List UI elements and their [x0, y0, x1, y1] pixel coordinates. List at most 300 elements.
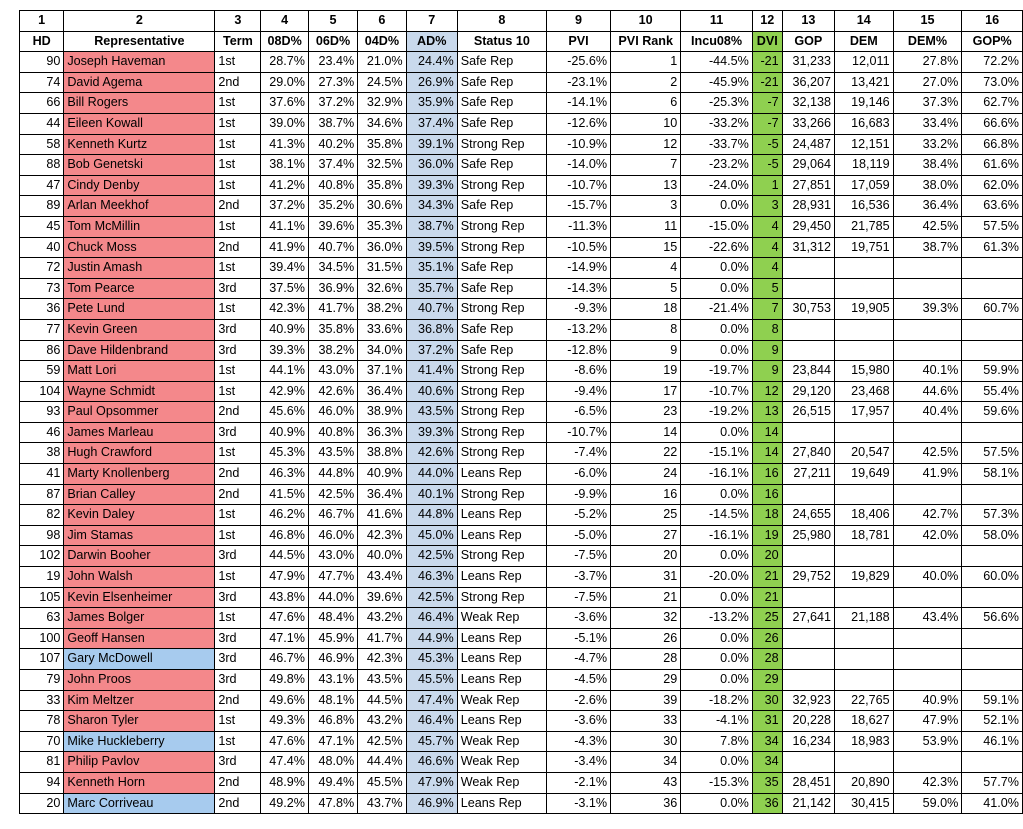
cell-status: Strong Rep — [457, 587, 546, 608]
cell-representative: Kenneth Horn — [64, 772, 215, 793]
cell-pvi-rank: 30 — [611, 731, 681, 752]
cell-gop-pct — [962, 649, 1023, 670]
cell-status: Strong Rep — [457, 546, 546, 567]
cell-dvi: -7 — [752, 93, 782, 114]
cell-dvi: 18 — [752, 505, 782, 526]
cell-dvi: -5 — [752, 134, 782, 155]
cell-gop-pct: 66.8% — [962, 134, 1023, 155]
cell-dem: 18,781 — [834, 525, 893, 546]
cell-06d: 42.6% — [308, 381, 357, 402]
cell-ad: 26.9% — [406, 72, 457, 93]
cell-term: 1st — [215, 731, 261, 752]
cell-06d: 47.7% — [308, 567, 357, 588]
cell-dem-pct — [893, 752, 962, 773]
cell-04d: 36.0% — [358, 237, 406, 258]
cell-representative: Kevin Green — [64, 319, 215, 340]
cell-gop — [782, 422, 834, 443]
cell-08d: 42.9% — [261, 381, 309, 402]
cell-dvi: 3 — [752, 196, 782, 217]
cell-term: 1st — [215, 711, 261, 732]
cell-06d: 37.2% — [308, 93, 357, 114]
cell-hd: 74 — [20, 72, 64, 93]
cell-gop: 27,851 — [782, 175, 834, 196]
cell-status: Strong Rep — [457, 422, 546, 443]
table-row — [20, 772, 1023, 793]
cell-status: Safe Rep — [457, 196, 546, 217]
cell-04d: 42.3% — [358, 525, 406, 546]
cell-gop: 25,980 — [782, 525, 834, 546]
cell-dem: 18,983 — [834, 731, 893, 752]
table-row — [20, 175, 1023, 196]
cell-incu08: -20.0% — [681, 567, 753, 588]
cell-term: 3rd — [215, 278, 261, 299]
cell-gop-pct — [962, 484, 1023, 505]
cell-incu08: -23.2% — [681, 155, 753, 176]
cell-04d: 31.5% — [358, 258, 406, 279]
cell-08d: 44.1% — [261, 361, 309, 382]
cell-term: 1st — [215, 608, 261, 629]
cell-dem-pct: 40.0% — [893, 567, 962, 588]
cell-term: 1st — [215, 93, 261, 114]
header-gop: GOP — [782, 31, 834, 52]
cell-06d: 40.2% — [308, 134, 357, 155]
cell-representative: Tom McMillin — [64, 216, 215, 237]
cell-08d: 43.8% — [261, 587, 309, 608]
column-index: 3 — [215, 11, 261, 32]
cell-hd: 47 — [20, 175, 64, 196]
cell-dem-pct — [893, 258, 962, 279]
cell-06d: 35.2% — [308, 196, 357, 217]
cell-gop — [782, 258, 834, 279]
cell-hd: 94 — [20, 772, 64, 793]
cell-ad: 45.3% — [406, 649, 457, 670]
cell-04d: 38.8% — [358, 443, 406, 464]
cell-pvi: -15.7% — [546, 196, 610, 217]
cell-ad: 39.1% — [406, 134, 457, 155]
cell-04d: 40.9% — [358, 464, 406, 485]
cell-dem-pct: 44.6% — [893, 381, 962, 402]
cell-06d: 43.0% — [308, 546, 357, 567]
cell-gop-pct: 62.7% — [962, 93, 1023, 114]
cell-pvi-rank: 29 — [611, 670, 681, 691]
cell-06d: 46.9% — [308, 649, 357, 670]
cell-pvi: -14.1% — [546, 93, 610, 114]
cell-pvi-rank: 20 — [611, 546, 681, 567]
cell-pvi: -7.4% — [546, 443, 610, 464]
cell-term: 2nd — [215, 196, 261, 217]
cell-ad: 40.1% — [406, 484, 457, 505]
cell-08d: 41.2% — [261, 175, 309, 196]
cell-hd: 40 — [20, 237, 64, 258]
cell-pvi: -6.5% — [546, 402, 610, 423]
table-row — [20, 670, 1023, 691]
column-index: 11 — [681, 11, 753, 32]
cell-status: Safe Rep — [457, 340, 546, 361]
cell-gop-pct: 58.0% — [962, 525, 1023, 546]
cell-pvi: -6.0% — [546, 464, 610, 485]
cell-hd: 81 — [20, 752, 64, 773]
cell-04d: 35.8% — [358, 175, 406, 196]
table-row — [20, 237, 1023, 258]
cell-08d: 47.6% — [261, 731, 309, 752]
cell-06d: 44.8% — [308, 464, 357, 485]
cell-dem-pct: 42.0% — [893, 525, 962, 546]
column-index: 10 — [611, 11, 681, 32]
cell-pvi-rank: 12 — [611, 134, 681, 155]
cell-04d: 43.2% — [358, 711, 406, 732]
table-row — [20, 72, 1023, 93]
cell-term: 3rd — [215, 670, 261, 691]
cell-pvi-rank: 7 — [611, 155, 681, 176]
cell-gop — [782, 319, 834, 340]
cell-dvi: 16 — [752, 484, 782, 505]
table-row — [20, 113, 1023, 134]
cell-pvi-rank: 17 — [611, 381, 681, 402]
cell-representative: Jim Stamas — [64, 525, 215, 546]
cell-term: 2nd — [215, 464, 261, 485]
cell-dem: 15,980 — [834, 361, 893, 382]
cell-04d: 41.6% — [358, 505, 406, 526]
cell-gop — [782, 278, 834, 299]
cell-status: Strong Rep — [457, 381, 546, 402]
cell-08d: 39.3% — [261, 340, 309, 361]
cell-ad: 36.0% — [406, 155, 457, 176]
cell-hd: 82 — [20, 505, 64, 526]
cell-04d: 40.0% — [358, 546, 406, 567]
cell-dvi: 9 — [752, 340, 782, 361]
cell-status: Strong Rep — [457, 299, 546, 320]
cell-dem: 13,421 — [834, 72, 893, 93]
table-row — [20, 196, 1023, 217]
cell-term: 1st — [215, 52, 261, 73]
cell-dvi: 19 — [752, 525, 782, 546]
table-row — [20, 258, 1023, 279]
cell-ad: 45.0% — [406, 525, 457, 546]
cell-gop — [782, 628, 834, 649]
cell-pvi-rank: 22 — [611, 443, 681, 464]
cell-04d: 30.6% — [358, 196, 406, 217]
cell-dem — [834, 340, 893, 361]
cell-pvi-rank: 31 — [611, 567, 681, 588]
cell-status: Weak Rep — [457, 731, 546, 752]
cell-ad: 44.8% — [406, 505, 457, 526]
cell-pvi: -10.7% — [546, 175, 610, 196]
cell-incu08: -13.2% — [681, 608, 753, 629]
cell-gop-pct — [962, 752, 1023, 773]
cell-04d: 34.0% — [358, 340, 406, 361]
cell-term: 3rd — [215, 340, 261, 361]
cell-representative: Kenneth Kurtz — [64, 134, 215, 155]
cell-ad: 24.4% — [406, 52, 457, 73]
cell-dem-pct — [893, 319, 962, 340]
cell-dvi: 4 — [752, 258, 782, 279]
cell-06d: 40.8% — [308, 175, 357, 196]
cell-representative: Mike Huckleberry — [64, 731, 215, 752]
cell-status: Weak Rep — [457, 608, 546, 629]
cell-ad: 42.5% — [406, 587, 457, 608]
cell-pvi: -7.5% — [546, 587, 610, 608]
cell-status: Strong Rep — [457, 361, 546, 382]
cell-term: 3rd — [215, 752, 261, 773]
cell-08d: 28.7% — [261, 52, 309, 73]
district-table — [19, 10, 1023, 814]
cell-04d: 39.6% — [358, 587, 406, 608]
cell-dvi: 26 — [752, 628, 782, 649]
cell-04d: 41.7% — [358, 628, 406, 649]
cell-representative: Arlan Meekhof — [64, 196, 215, 217]
cell-dem-pct: 42.5% — [893, 216, 962, 237]
cell-ad: 45.5% — [406, 670, 457, 691]
cell-pvi: -12.6% — [546, 113, 610, 134]
cell-dem-pct: 41.9% — [893, 464, 962, 485]
table-row — [20, 484, 1023, 505]
cell-incu08: 0.0% — [681, 587, 753, 608]
cell-gop: 31,312 — [782, 237, 834, 258]
cell-hd: 19 — [20, 567, 64, 588]
cell-dvi: 34 — [752, 731, 782, 752]
column-index: 14 — [834, 11, 893, 32]
cell-dem: 19,905 — [834, 299, 893, 320]
cell-04d: 36.3% — [358, 422, 406, 443]
cell-incu08: -22.6% — [681, 237, 753, 258]
cell-incu08: -21.4% — [681, 299, 753, 320]
cell-status: Safe Rep — [457, 278, 546, 299]
column-index: 4 — [261, 11, 309, 32]
cell-04d: 37.1% — [358, 361, 406, 382]
column-index: 16 — [962, 11, 1023, 32]
cell-gop-pct: 63.6% — [962, 196, 1023, 217]
cell-dvi: 21 — [752, 567, 782, 588]
cell-dem-pct: 43.4% — [893, 608, 962, 629]
cell-04d: 36.4% — [358, 381, 406, 402]
cell-08d: 46.3% — [261, 464, 309, 485]
cell-gop-pct: 57.7% — [962, 772, 1023, 793]
cell-gop: 16,234 — [782, 731, 834, 752]
cell-pvi: -8.6% — [546, 361, 610, 382]
cell-gop: 33,266 — [782, 113, 834, 134]
cell-term: 2nd — [215, 237, 261, 258]
cell-dem-pct — [893, 649, 962, 670]
cell-gop: 31,233 — [782, 52, 834, 73]
cell-term: 2nd — [215, 402, 261, 423]
cell-pvi: -23.1% — [546, 72, 610, 93]
cell-term: 3rd — [215, 587, 261, 608]
cell-ad: 44.0% — [406, 464, 457, 485]
cell-dvi: 29 — [752, 670, 782, 691]
cell-incu08: -45.9% — [681, 72, 753, 93]
cell-status: Leans Rep — [457, 464, 546, 485]
cell-dem — [834, 484, 893, 505]
cell-06d: 40.8% — [308, 422, 357, 443]
cell-hd: 102 — [20, 546, 64, 567]
cell-pvi-rank: 36 — [611, 793, 681, 814]
cell-04d: 35.3% — [358, 216, 406, 237]
cell-term: 2nd — [215, 72, 261, 93]
cell-gop — [782, 340, 834, 361]
cell-pvi: -5.2% — [546, 505, 610, 526]
cell-06d: 34.5% — [308, 258, 357, 279]
table-row — [20, 340, 1023, 361]
cell-representative: Pete Lund — [64, 299, 215, 320]
cell-04d: 42.5% — [358, 731, 406, 752]
cell-dem-pct: 38.0% — [893, 175, 962, 196]
cell-incu08: 7.8% — [681, 731, 753, 752]
cell-06d: 46.8% — [308, 711, 357, 732]
cell-dem-pct: 38.4% — [893, 155, 962, 176]
cell-pvi: -4.5% — [546, 670, 610, 691]
cell-08d: 44.5% — [261, 546, 309, 567]
table-row — [20, 649, 1023, 670]
cell-dem — [834, 670, 893, 691]
cell-dem-pct — [893, 484, 962, 505]
cell-08d: 39.4% — [261, 258, 309, 279]
cell-08d: 41.5% — [261, 484, 309, 505]
cell-hd: 41 — [20, 464, 64, 485]
cell-08d: 37.2% — [261, 196, 309, 217]
cell-ad: 46.4% — [406, 711, 457, 732]
cell-ad: 47.4% — [406, 690, 457, 711]
cell-gop: 29,064 — [782, 155, 834, 176]
cell-hd: 90 — [20, 52, 64, 73]
cell-hd: 38 — [20, 443, 64, 464]
cell-pvi-rank: 10 — [611, 113, 681, 134]
cell-incu08: -16.1% — [681, 464, 753, 485]
cell-dem: 19,829 — [834, 567, 893, 588]
cell-pvi: -4.7% — [546, 649, 610, 670]
cell-ad: 35.9% — [406, 93, 457, 114]
column-index: 15 — [893, 11, 962, 32]
table-row — [20, 711, 1023, 732]
cell-representative: Dave Hildenbrand — [64, 340, 215, 361]
cell-dem-pct — [893, 422, 962, 443]
cell-dem-pct: 40.1% — [893, 361, 962, 382]
cell-incu08: 0.0% — [681, 484, 753, 505]
cell-gop-pct — [962, 258, 1023, 279]
cell-dvi: 7 — [752, 299, 782, 320]
cell-incu08: 0.0% — [681, 793, 753, 814]
cell-gop-pct: 57.3% — [962, 505, 1023, 526]
cell-04d: 34.6% — [358, 113, 406, 134]
cell-06d: 41.7% — [308, 299, 357, 320]
cell-gop-pct: 56.6% — [962, 608, 1023, 629]
cell-06d: 27.3% — [308, 72, 357, 93]
cell-dem — [834, 752, 893, 773]
cell-gop: 36,207 — [782, 72, 834, 93]
cell-term: 3rd — [215, 628, 261, 649]
cell-ad: 46.3% — [406, 567, 457, 588]
cell-06d: 37.4% — [308, 155, 357, 176]
cell-08d: 37.5% — [261, 278, 309, 299]
cell-gop: 24,655 — [782, 505, 834, 526]
cell-representative: James Bolger — [64, 608, 215, 629]
cell-dem: 23,468 — [834, 381, 893, 402]
table-row — [20, 567, 1023, 588]
cell-04d: 32.9% — [358, 93, 406, 114]
cell-term: 2nd — [215, 690, 261, 711]
cell-pvi: -9.4% — [546, 381, 610, 402]
cell-ad: 46.6% — [406, 752, 457, 773]
cell-gop-pct: 59.9% — [962, 361, 1023, 382]
cell-pvi-rank: 16 — [611, 484, 681, 505]
header-04d: 04D% — [358, 31, 406, 52]
cell-incu08: -16.1% — [681, 525, 753, 546]
cell-ad: 39.3% — [406, 422, 457, 443]
cell-term: 1st — [215, 134, 261, 155]
cell-pvi: -10.9% — [546, 134, 610, 155]
cell-dvi: 12 — [752, 381, 782, 402]
cell-representative: John Proos — [64, 670, 215, 691]
table-row — [20, 299, 1023, 320]
cell-dvi: 1 — [752, 175, 782, 196]
cell-status: Weak Rep — [457, 690, 546, 711]
cell-incu08: 0.0% — [681, 628, 753, 649]
cell-status: Safe Rep — [457, 319, 546, 340]
cell-term: 1st — [215, 361, 261, 382]
cell-06d: 45.9% — [308, 628, 357, 649]
cell-dem: 12,151 — [834, 134, 893, 155]
cell-pvi-rank: 28 — [611, 649, 681, 670]
cell-pvi-rank: 5 — [611, 278, 681, 299]
cell-dem-pct — [893, 340, 962, 361]
cell-dem: 16,536 — [834, 196, 893, 217]
cell-gop-pct — [962, 628, 1023, 649]
header-incu08: Incu08% — [681, 31, 753, 52]
cell-ad: 37.4% — [406, 113, 457, 134]
cell-dem-pct — [893, 670, 962, 691]
cell-06d: 35.8% — [308, 319, 357, 340]
cell-06d: 43.1% — [308, 670, 357, 691]
cell-term: 1st — [215, 443, 261, 464]
table-row — [20, 361, 1023, 382]
cell-04d: 32.5% — [358, 155, 406, 176]
cell-dem: 12,011 — [834, 52, 893, 73]
cell-pvi-rank: 39 — [611, 690, 681, 711]
cell-dvi: 5 — [752, 278, 782, 299]
cell-representative: Darwin Booher — [64, 546, 215, 567]
cell-representative: Bill Rogers — [64, 93, 215, 114]
cell-08d: 42.3% — [261, 299, 309, 320]
cell-gop: 27,641 — [782, 608, 834, 629]
cell-pvi: -14.0% — [546, 155, 610, 176]
cell-dem: 19,146 — [834, 93, 893, 114]
cell-dvi: 34 — [752, 752, 782, 773]
cell-08d: 41.1% — [261, 216, 309, 237]
cell-hd: 98 — [20, 525, 64, 546]
cell-gop: 23,844 — [782, 361, 834, 382]
cell-pvi-rank: 14 — [611, 422, 681, 443]
cell-status: Safe Rep — [457, 72, 546, 93]
cell-incu08: -15.3% — [681, 772, 753, 793]
cell-pvi-rank: 25 — [611, 505, 681, 526]
cell-08d: 47.6% — [261, 608, 309, 629]
cell-term: 2nd — [215, 484, 261, 505]
cell-gop-pct: 61.3% — [962, 237, 1023, 258]
cell-hd: 89 — [20, 196, 64, 217]
column-index: 6 — [358, 11, 406, 32]
cell-04d: 43.4% — [358, 567, 406, 588]
cell-06d: 46.7% — [308, 505, 357, 526]
table-row — [20, 319, 1023, 340]
cell-06d: 48.0% — [308, 752, 357, 773]
cell-pvi: -4.3% — [546, 731, 610, 752]
cell-pvi-rank: 3 — [611, 196, 681, 217]
cell-dvi: 30 — [752, 690, 782, 711]
cell-incu08: 0.0% — [681, 546, 753, 567]
header-dvi: DVI — [752, 31, 782, 52]
cell-dem: 17,059 — [834, 175, 893, 196]
cell-pvi-rank: 11 — [611, 216, 681, 237]
cell-status: Strong Rep — [457, 237, 546, 258]
